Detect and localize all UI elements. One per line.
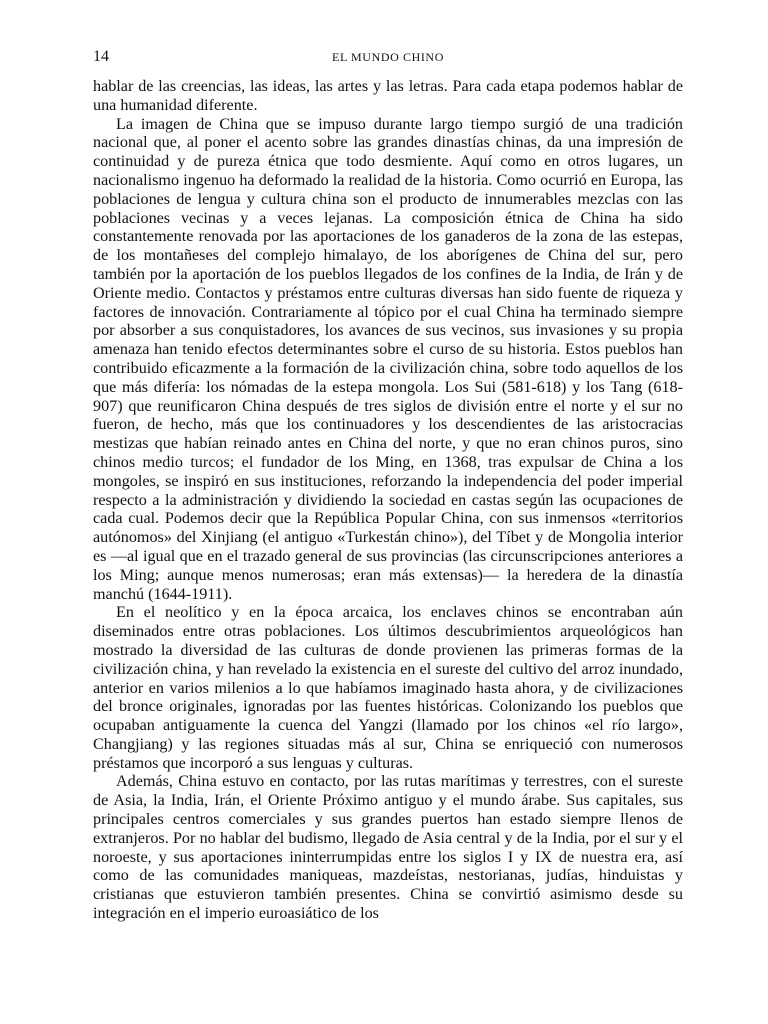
paragraph-image-of-china: La imagen de China que se impuso durante largo tiempo surgió de una tradición nacional que, al poner el acento sobre las grandes dinastías chinas, da una impresión de continuidad y de pureza étnica que todo desmiente. Aquí como en otros lugares, un nacionalismo ingenuo ha deformado la realidad de la historia. Como ocurrió en Europa, las poblaciones de lengua y cultura china son el producto de innumerables mezclas con las poblaciones vecinas y a veces lejanas. La composición étnica de China ha sido constantemente renovada por las aportaciones de los ganaderos de la zona de las estepas, de los montañeses del complejo himalayo, de los aborígenes de China del sur, pero también por la aportación de los pueblos llegados de los confines de la India, de Irán y de Oriente medio. Contactos y préstamos entre culturas diversas han sido fuente de riqueza y factores de innovación. Contrariamente al tópico por el cual China ha terminado siempre por absorber a sus conquistadores, los avances de sus vecinos, sus invasiones y su propia amenaza han tenido efectos determinantes sobre el curso de su historia. Estos pueblos han contribuido eficazmente a la formación de la civilización china, sobre todo aquellos de los que más difería: los nómadas de la estepa mongola. Los Sui (581-618) y los Tang (618-907) que reunificaron China después de tres siglos de división entre el norte y el sur no fueron, de hecho, más que los continuadores y los descendientes de las aristocracias mestizas que habían reinado antes en China del norte, y que no eran chinos puros, sino chinos medio turcos; el fundador de los Ming, en 1368, tras expulsar de China a los mongoles, se inspiró en sus instituciones, reforzando la independencia del poder imperial respecto a la administración y dividiendo la sociedad en castas según las ocupaciones de cada cual. Podemos decir que la República Popular China, con sus inmensos «territorios autónomos» del Xinjiang (el antiguo «Turkestán chino»), del Tíbet y de Mongolia interior es —al igual que en el trazado general de sus provincias (las circunscripciones anteriores a los Ming; aunque menos numerosas; eran más extensas)— la heredera de la dinastía manchú (1644-1911). [93, 115, 683, 603]
paragraph-neolithic: En el neolítico y en la época arcaica, los enclaves chinos se encontraban aún diseminados entre otras poblaciones. Los últimos descubrimientos arqueológicos han mostrado la diversidad de las culturas de donde provienen las primeras formas de la civilización china, y han revelado la existencia en el sureste del cultivo del arroz inundado, anterior en varios milenios a lo que habíamos imaginado hasta ahora, y de civilizaciones del bronce originales, ignoradas por las fuentes históricas. Colonizando los pueblos que ocupaban antiguamente la cuenca del Yangzi (llamado por los chinos «el río largo», Changjiang) y las regiones situadas más al sur, China se enriqueció con numerosos préstamos que incorporó a sus lenguas y culturas. [93, 604, 683, 772]
running-header [93, 48, 683, 74]
paragraph-continuation: hablar de las creencias, las ideas, las artes y las letras. Para cada etapa podemos hablar de una humanidad diferente. [93, 78, 683, 114]
paragraph-contacts: Además, China estuvo en contacto, por las rutas marítimas y terrestres, con el sureste de Asia, la India, Irán, el Oriente Próximo antiguo y el mundo árabe. Sus capitales, sus principales centros comerciales y sus grandes puertos han estado siempre llenos de extranjeros. Por no hablar del budismo, llegado de Asia central y de la India, por el sur y el noroeste, y sus aportaciones ininterrumpidas entre los siglos I y IX de nuestra era, así como de las comunidades maniqueas, mazdeístas, nestorianas, judías, hinduistas y cristianas que estuvieron también presentes. China se convirtió asimismo desde su integración en el imperio euroasiático de los [93, 773, 683, 923]
body-text [93, 78, 683, 924]
page-number: 14 [93, 48, 109, 65]
running-title: EL MUNDO CHINO [332, 50, 444, 64]
